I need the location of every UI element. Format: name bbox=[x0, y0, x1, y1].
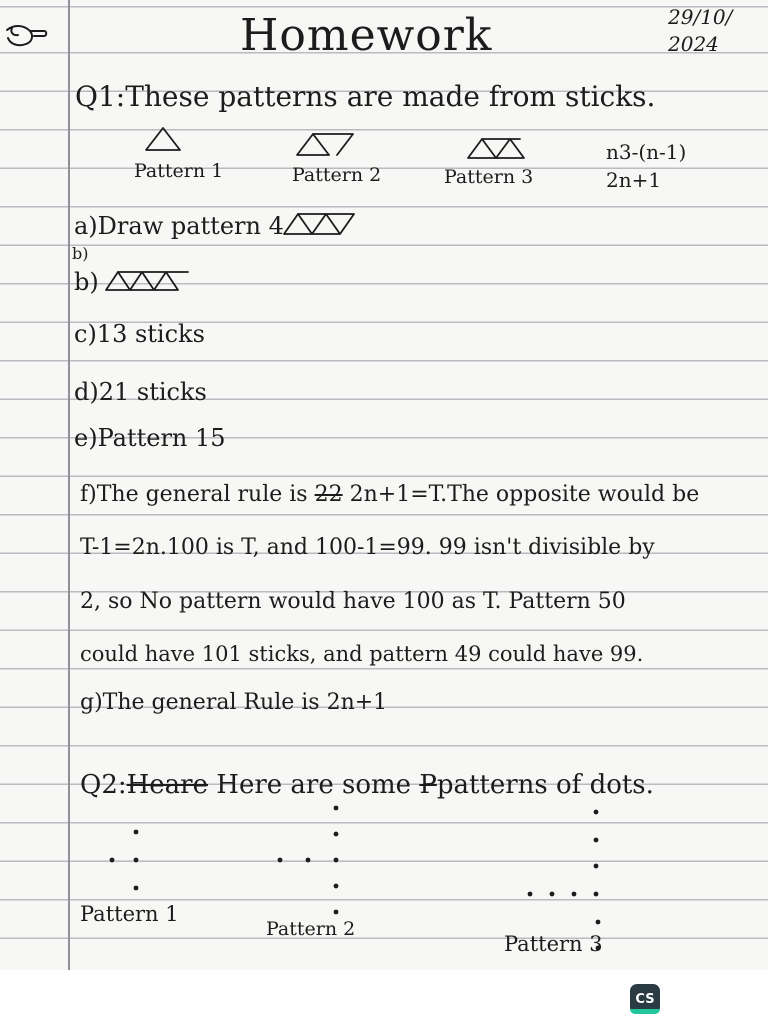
dot-pattern-2-label: Pattern 2 bbox=[266, 918, 356, 940]
pattern-1-triangle bbox=[146, 128, 180, 150]
answer-f-part-1: f)The general rule is bbox=[80, 482, 308, 507]
pattern-4-sticks bbox=[284, 214, 354, 234]
answer-f-line-2: T-1=2n.100 is T, and 100-1=99. 99 isn't divisible by bbox=[80, 535, 655, 560]
answer-d: d)21 sticks bbox=[74, 378, 207, 406]
q2-prefix: Q2: bbox=[80, 770, 127, 800]
pattern-3-label: Pattern 3 bbox=[444, 166, 534, 188]
part-b-sticks bbox=[106, 272, 188, 290]
formula-line-2: 2n+1 bbox=[606, 168, 662, 192]
answer-b-scribble: b) bbox=[72, 244, 89, 263]
answer-f-struck: 22 bbox=[314, 482, 343, 507]
pattern-3-sticks bbox=[468, 139, 524, 158]
answer-e: e)Pattern 15 bbox=[74, 424, 226, 452]
page-title: Homework bbox=[240, 10, 493, 61]
pattern-2-label: Pattern 2 bbox=[292, 164, 382, 186]
answer-a: a)Draw pattern 4 bbox=[74, 212, 284, 240]
date: 29/10/ 2024 bbox=[668, 5, 733, 56]
answer-f-line-1 bbox=[80, 482, 699, 507]
answer-b: b) bbox=[74, 268, 99, 296]
answer-f-line-3: 2, so No pattern would have 100 as T. Pattern 50 bbox=[80, 589, 626, 614]
pattern-2-sticks bbox=[297, 134, 353, 155]
pattern-1-label: Pattern 1 bbox=[134, 160, 224, 182]
answer-f-line-4: could have 101 sticks, and pattern 49 could have 99. bbox=[80, 642, 644, 666]
q2-heading-end: patterns of dots. bbox=[436, 770, 654, 800]
q2-struck-word: Heare bbox=[126, 770, 209, 800]
dot-pattern-3-label: Pattern 3 bbox=[504, 932, 603, 956]
formula-line-1: n3-(n-1) bbox=[606, 140, 687, 164]
answer-f-part-2: 2n+1=T.The opposite would be bbox=[349, 482, 700, 507]
question-1-heading: Q1:These patterns are made from sticks. bbox=[75, 80, 656, 113]
question-2-heading bbox=[80, 770, 654, 800]
answer-c: c)13 sticks bbox=[74, 320, 205, 348]
q2-heading-mid: Here are some bbox=[216, 770, 412, 800]
q2-struck-letter: P bbox=[419, 770, 437, 800]
camscanner-logo-icon: CS bbox=[630, 984, 660, 1014]
dot-pattern-1-label: Pattern 1 bbox=[80, 902, 179, 926]
answer-g: g)The general Rule is 2n+1 bbox=[80, 690, 388, 715]
